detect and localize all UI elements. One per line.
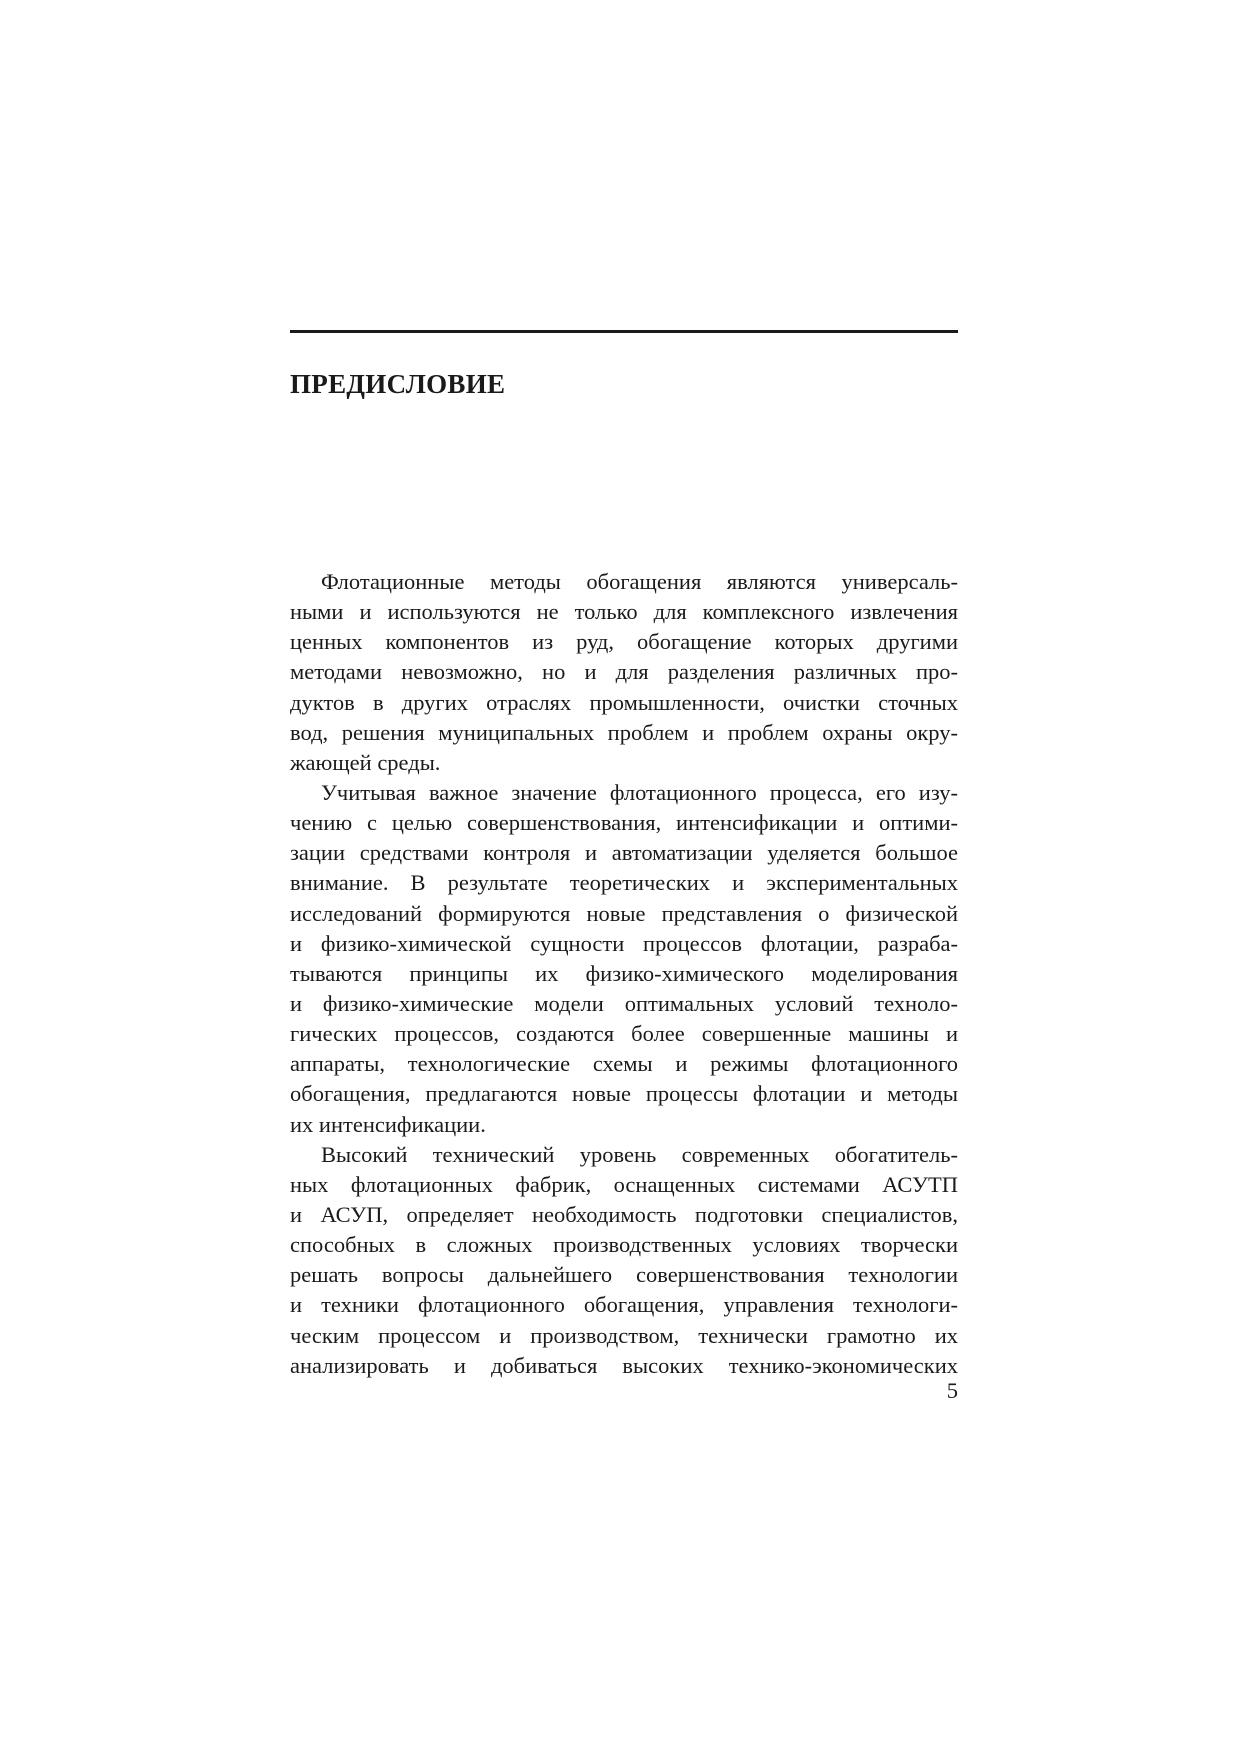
chapter-top-rule xyxy=(290,330,958,333)
body-text xyxy=(290,567,958,1381)
paragraph-1-line: методами невозможно, но и для разделения различных про- xyxy=(290,659,958,685)
paragraph-2-line: чению с целью совершенствования, интенсификации и оптими- xyxy=(290,810,958,836)
paragraph-1-line: Флотационные методы обогащения являются универсаль- xyxy=(321,569,958,594)
paragraph-2-line: гических процессов, создаются более совершенные машины и xyxy=(290,1021,958,1047)
paragraph-1-line: ценных компонентов из руд, обогащение которых другими xyxy=(290,629,958,655)
paragraph-2-line: тываются принципы их физико-химического моделирования xyxy=(290,960,958,986)
paragraph-2-line: исследований формируются новые представления о физической xyxy=(290,900,958,926)
paragraph-3-line: решать вопросы дальнейшего совершенствования технологии xyxy=(290,1262,958,1288)
paragraph-2-line: их интенсификации. xyxy=(290,1111,486,1137)
paragraph-1-line: жающей среды. xyxy=(290,749,441,775)
paragraph-3-line: ных флотационных фабрик, оснащенных системами АСУТП xyxy=(290,1171,958,1197)
paragraph-2-line: обогащения, предлагаются новые процессы флотации и методы xyxy=(290,1081,958,1107)
paragraph-3-line: и АСУП, определяет необходимость подготовки специалистов, xyxy=(290,1201,958,1227)
paragraph-1-line: ными и используются не только для комплексного извлечения xyxy=(290,599,958,625)
paragraph-2-line: и физико-химической сущности процессов флотации, разраба- xyxy=(290,930,958,956)
chapter-title: ПРЕДИСЛОВИЕ xyxy=(290,369,506,399)
paragraph-1-line: дуктов в других отраслях промышленности, очистки сточных xyxy=(290,689,958,715)
paragraph-3-line: и техники флотационного обогащения, управления технологи- xyxy=(290,1292,958,1318)
paragraph-2-line: и физико-химические модели оптимальных условий техноло- xyxy=(290,990,958,1016)
paragraph-3-line: ческим процессом и производством, технически грамотно их xyxy=(290,1322,958,1348)
paragraph-2-line: Учитывая важное значение флотационного процесса, его изу- xyxy=(321,779,958,805)
paragraph-3-line: Высокий технический уровень современных обогатитель- xyxy=(321,1141,958,1167)
paragraph-1-line: вод, решения муниципальных проблем и проблем охраны окру- xyxy=(290,719,958,745)
paragraph-3-line: анализировать и добиваться высоких технико-экономических xyxy=(290,1352,958,1378)
page-number: 5 xyxy=(946,1378,958,1403)
paragraph-2-line: внимание. В результате теоретических и экспериментальных xyxy=(290,870,958,896)
paragraph-2-line: аппараты, технологические схемы и режимы флотационного xyxy=(290,1051,958,1077)
paragraph-3-line: способных в сложных производственных условиях творчески xyxy=(290,1232,958,1258)
paragraph-2-line: зации средствами контроля и автоматизации уделяется большое xyxy=(290,840,958,866)
